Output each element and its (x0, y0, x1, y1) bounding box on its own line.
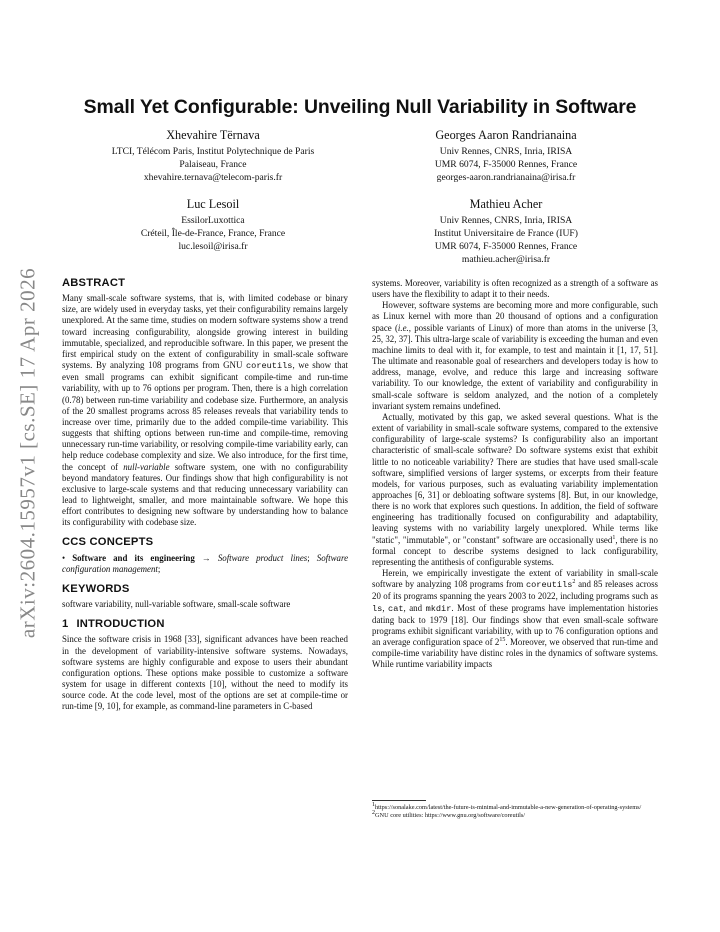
text-run: , (382, 602, 389, 613)
author-block-2 (356, 128, 656, 184)
ccs-bullet: • (62, 552, 73, 563)
ccs-heading: CCS CONCEPTS (62, 536, 154, 549)
footnotes (372, 800, 658, 820)
introduction-heading (62, 619, 348, 630)
footnote-link[interactable]: https://sonalake.com/latest/the-future-is-minimal-and-immutable-a-new-generation-of-operating-systems/ (375, 804, 642, 811)
code-cat: cat (388, 603, 404, 614)
code-coreutils: coreutils (525, 580, 573, 591)
keywords-heading: KEYWORDS (62, 582, 130, 595)
abstract-text-1: Many small-scale software systems, that is, with limited codebase or binary size, are widely used in everyday tasks, yet their configurability remains largely unexplored. At the same time, studies on modern software systems show a trend toward increasing configurability, alongside growing interest in building immutable, specialized, and reproducible software. In this paper, we present the first empirical study on the extent of configurability in small-scale software systems. By analyzing 108 programs from GNU (62, 293, 348, 371)
text-run: However, software systems are becoming more and more configurable, such as Linux kernel with more than 20 thousand of options and a configuration space ( (372, 300, 658, 333)
text-run: , and (403, 602, 426, 613)
emph-null-variable: null-variable (123, 461, 170, 472)
text-run: , there is no formal concept to describe systems designed to lack configurability, representing the antithesis of configurable systems. (372, 534, 658, 567)
footnote-mark-2: 2 (572, 579, 576, 586)
author-block-4 (356, 197, 656, 266)
author-name: Georges Aaron Randrianaina (435, 128, 577, 142)
keywords-text: software variability, null-variable software, small-scale software (62, 599, 291, 610)
author-affiliation: EssilorLuxottica (181, 215, 245, 226)
abstract-heading: ABSTRACT (62, 277, 126, 289)
text-run: . Moreover, we observed that run-time and compile-time variability have distinc roles in the dynamics of software systems. While runtime variability impacts (372, 637, 658, 670)
footnote-mark-1: 1 (612, 534, 616, 541)
author-affiliation: Univ Rennes, CNRS, Inria, IRISA (439, 146, 573, 157)
author-email: xhevahire.ternava@telecom-paris.fr (143, 172, 283, 183)
author-name: Mathieu Acher (469, 197, 543, 211)
author-affiliation: Univ Rennes, CNRS, Inria, IRISA (439, 215, 573, 226)
author-email: luc.lesoil@irisa.fr (178, 241, 248, 252)
ccs-end: ; (157, 563, 161, 574)
right-column (372, 278, 658, 670)
footnote-text: GNU core utilities: https://www.gnu.org/software/coreutils/ (375, 812, 526, 819)
ccs-separator: ; (307, 552, 317, 563)
text-run: . Most of these programs have implementation histories dating back to 1979 [18]. Our findings show that even small-scale software programs exhibit significant variability, with up to 76 configuration options and an average configuration space of 2 (372, 602, 658, 647)
author-name: Xhevahire Tërnava (166, 128, 260, 142)
section-title: INTRODUCTION (76, 618, 165, 631)
intro-paragraph: Since the software crisis in 1968 [33], significant advances have been reached in the development of variability-intensive software systems. Nowadays, software systems are highly configurable and expose to users their abundant configuration options. These options make possible to customize a software system for usage in different contexts [10], without the need to modify its source code. At the code level, most of the options are set at compile-time or run-time [9, 10], for example, as command-line parameters in C-based (62, 634, 348, 712)
arxiv-id-text: arXiv:2604.15957v1 [cs.SE] 17 Apr 2026 (15, 267, 40, 639)
ccs-concept-2: Software configuration management (62, 552, 349, 574)
author-location: UMR 6074, F-35000 Rennes, France (434, 241, 578, 252)
author-name: Luc Lesoil (186, 197, 240, 211)
author-affiliation: LTCI, Télécom Paris, Institut Polytechnique de Paris (111, 146, 315, 157)
footnote-1 (372, 801, 658, 812)
left-column (62, 278, 348, 712)
text-run: Actually, motivated by this gap, we asked several questions. What is the extent of variability in small-scale software systems, compared to the extensive configurability of large-scale systems? Is configurability also an important characteristic of small-scale software? Do software systems exist that exhibit little to no noticeable variability? There are studies that have used small-scale software, simplified versions of larger systems, or excerpts from their feature models, for various purposes, such as evaluating variability implementation approaches [6, 31] or debloating software systems [8]. But, in our knowledge, there is no work that explores such questions. In addition, the field of software engineering has traditionally focused on configurability and adaptability, leaving systems with no variability largely unexplored. While terms like "static", "immutable", or "constant" software are occasionally used (372, 411, 658, 545)
section-number: 1 (62, 618, 69, 631)
text-run: Herein, we empirically investigate the extent of variability in small-scale software by analyzing 108 programs from (372, 568, 658, 590)
author-block-3 (63, 197, 363, 253)
body-paragraph (372, 300, 658, 412)
text-run: and 85 releases across 20 of its programs spanning the years 2003 to 2022, including programs such as (372, 579, 658, 602)
ccs-bold: Software and its engineering (72, 552, 195, 563)
code-mkdir: mkdir (425, 603, 452, 614)
body-paragraph-continued: systems. Moreover, variability is often recognized as a strength of a software as users have the flexibility to adapt it to their needs. (372, 278, 658, 300)
abstract-text-2: , we show that even small programs can exhibit significant compile-time and run-time variability, with up to 76 options per program. Then, there is a high correlation (0.78) between run-time variability and codebase size. Furthermore, an analysis of the 20 smallest programs across 85 releases reveals that variability tends to increase over time, primarily due to the added compile-time variability. This suggests that shifting options between run-time and compile-time, removing unnecessary run-time variability, or resolving compile-time variability early, can help reduce codebase complexity and size. We also introduce, for the first time, the concept of (62, 360, 348, 472)
author-location: UMR 6074, F-35000 Rennes, France (434, 159, 578, 170)
ccs-concept-1: Software product lines (217, 552, 308, 563)
paper-title: Small Yet Configurable: Unveiling Null Variability in Software (83, 96, 637, 118)
footnote-mark: 2 (372, 809, 375, 816)
ccs-arrow: → (194, 552, 218, 563)
author-affiliation-2: Institut Universitaire de France (IUF) (434, 228, 578, 239)
ccs-concepts-text (62, 553, 348, 575)
abstract-text (62, 293, 348, 528)
abstract-text-3: software system, one with no configurability beyond mandatory features. Our findings show that high configurability is not exclusive to large-scale systems and that reducing unnecessary variability can lead to lightweight, smaller, and more maintainable software. We hope this effort contributes to designing new software by understanding how to balance its configurability with codebase size. (62, 461, 348, 528)
text-run: , possible variants of Linux) of more than atoms in the universe [3, 25, 32, 37]. This ultra-large scale of variability is exceeding the human and even machine limits to deal with it, for example, to test and maintain it [1, 17, 51]. The ultimate and reasonable goal of researchers and developers today is how to address, manage, evolve, and reduce this large and increasing software variability. To our knowledge, the extent of variability and configurability in small-scale software is seldom analyzed, and the notion of a completely invariant system remains undefined. (372, 322, 659, 411)
author-email: georges-aaron.randrianaina@irisa.fr (436, 172, 576, 183)
footnote-mark: 1 (372, 801, 375, 808)
body-paragraph (372, 568, 658, 670)
author-email: mathieu.acher@irisa.fr (461, 254, 551, 265)
author-location: Palaiseau, France (179, 159, 247, 170)
superscript-exponent: 15 (499, 637, 506, 644)
emph-ie: i.e. (397, 322, 409, 333)
arxiv-side-identifier (13, 258, 43, 648)
author-location: Créteil, Île-de-France, France, France (140, 228, 286, 239)
body-paragraph (372, 412, 658, 568)
footnote-rule (372, 800, 426, 801)
footnote-2 (372, 809, 658, 820)
code-ls: ls (372, 603, 383, 614)
code-coreutils: coreutils (246, 361, 293, 372)
author-block-1 (63, 128, 363, 184)
